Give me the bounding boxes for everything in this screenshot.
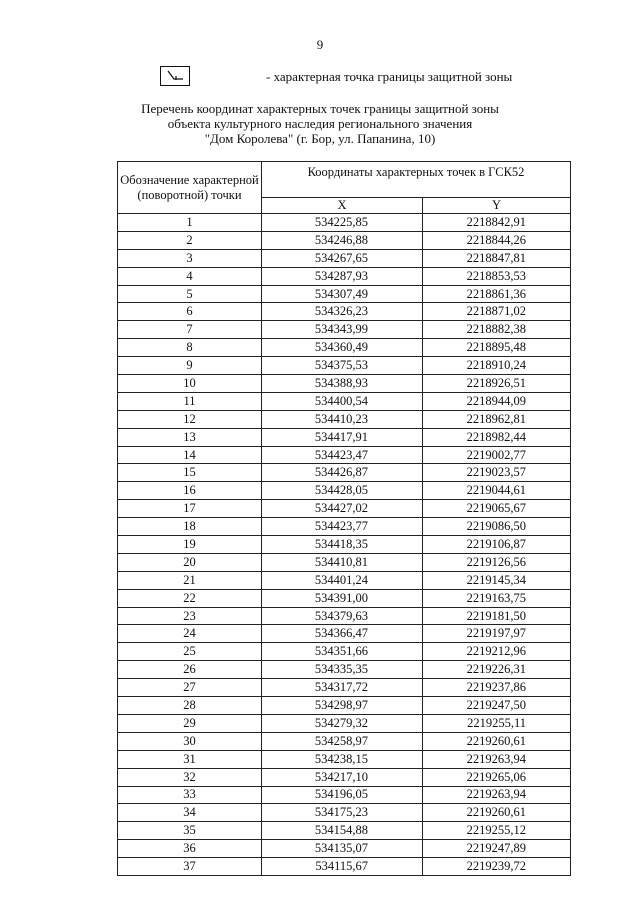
y-coordinate-cell: 2219106,87 <box>423 536 571 554</box>
column-header-y: Y <box>423 198 571 214</box>
x-coordinate-cell: 534267,65 <box>262 249 423 267</box>
column-header-point: Обозначение характерной (поворотной) точки <box>118 162 262 214</box>
point-number-cell: 16 <box>118 482 262 500</box>
x-coordinate-cell: 534427,02 <box>262 500 423 518</box>
x-coordinate-cell: 534360,49 <box>262 339 423 357</box>
y-coordinate-cell: 2219265,06 <box>423 768 571 786</box>
x-coordinate-cell: 534246,88 <box>262 231 423 249</box>
table-row <box>118 750 571 768</box>
y-coordinate-cell: 2218982,44 <box>423 428 571 446</box>
table-row <box>118 303 571 321</box>
x-coordinate-cell: 534115,67 <box>262 858 423 876</box>
table-row <box>118 339 571 357</box>
point-number-cell: 3 <box>118 249 262 267</box>
y-coordinate-cell: 2219126,56 <box>423 553 571 571</box>
y-coordinate-cell: 2219260,61 <box>423 804 571 822</box>
point-number-cell: 23 <box>118 607 262 625</box>
point-number-cell: 29 <box>118 714 262 732</box>
table-row <box>118 321 571 339</box>
x-coordinate-cell: 534366,47 <box>262 625 423 643</box>
y-coordinate-cell: 2219226,31 <box>423 661 571 679</box>
x-coordinate-cell: 534335,35 <box>262 661 423 679</box>
point-number-cell: 13 <box>118 428 262 446</box>
table-row <box>118 804 571 822</box>
table-row <box>118 768 571 786</box>
x-coordinate-cell: 534196,05 <box>262 786 423 804</box>
x-coordinate-cell: 534428,05 <box>262 482 423 500</box>
y-coordinate-cell: 2219163,75 <box>423 589 571 607</box>
table-row <box>118 518 571 536</box>
y-coordinate-cell: 2219247,89 <box>423 840 571 858</box>
point-number-cell: 7 <box>118 321 262 339</box>
x-coordinate-cell: 534400,54 <box>262 392 423 410</box>
point-number-cell: 37 <box>118 858 262 876</box>
point-number-cell: 31 <box>118 750 262 768</box>
x-coordinate-cell: 534279,32 <box>262 714 423 732</box>
y-coordinate-cell: 2219145,34 <box>423 571 571 589</box>
table-row <box>118 661 571 679</box>
y-coordinate-cell: 2219212,96 <box>423 643 571 661</box>
table-row <box>118 589 571 607</box>
heading-line-1: Перечень координат характерных точек границы защитной зоны <box>141 101 499 116</box>
y-coordinate-cell: 2219023,57 <box>423 464 571 482</box>
point-number-cell: 19 <box>118 536 262 554</box>
y-coordinate-cell: 2219263,94 <box>423 750 571 768</box>
x-coordinate-cell: 534326,23 <box>262 303 423 321</box>
page-number: 9 <box>316 37 324 52</box>
x-coordinate-cell: 534401,24 <box>262 571 423 589</box>
y-coordinate-cell: 2219239,72 <box>423 858 571 876</box>
x-coordinate-cell: 534410,81 <box>262 553 423 571</box>
y-coordinate-cell: 2219255,12 <box>423 822 571 840</box>
table-row <box>118 625 571 643</box>
x-coordinate-cell: 534175,23 <box>262 804 423 822</box>
heading-line-2: объекта культурного наследия регионального значения <box>167 116 473 131</box>
x-coordinate-cell: 534225,85 <box>262 214 423 232</box>
y-coordinate-cell: 2218847,81 <box>423 249 571 267</box>
x-coordinate-cell: 534426,87 <box>262 464 423 482</box>
y-coordinate-cell: 2218871,02 <box>423 303 571 321</box>
x-coordinate-cell: 534351,66 <box>262 643 423 661</box>
table-row <box>118 607 571 625</box>
table-row <box>118 571 571 589</box>
x-coordinate-cell: 534258,97 <box>262 732 423 750</box>
y-coordinate-cell: 2219065,67 <box>423 500 571 518</box>
x-coordinate-cell: 534423,47 <box>262 446 423 464</box>
y-coordinate-cell: 2218853,53 <box>423 267 571 285</box>
point-number-cell: 14 <box>118 446 262 464</box>
point-number-cell: 24 <box>118 625 262 643</box>
table-row <box>118 249 571 267</box>
point-number-cell: 30 <box>118 732 262 750</box>
x-coordinate-cell: 534375,53 <box>262 357 423 375</box>
point-number-cell: 15 <box>118 464 262 482</box>
point-number-cell: 18 <box>118 518 262 536</box>
table-row <box>118 732 571 750</box>
point-number-cell: 25 <box>118 643 262 661</box>
y-coordinate-cell: 2219197,97 <box>423 625 571 643</box>
x-coordinate-cell: 534391,00 <box>262 589 423 607</box>
table-row <box>118 643 571 661</box>
point-number-cell: 9 <box>118 357 262 375</box>
point-number-cell: 4 <box>118 267 262 285</box>
column-header-coordinates: Координаты характерных точек в ГСК52 <box>262 162 571 198</box>
y-coordinate-cell: 2219002,77 <box>423 446 571 464</box>
table-row <box>118 536 571 554</box>
table-row <box>118 214 571 232</box>
x-coordinate-cell: 534417,91 <box>262 428 423 446</box>
table-row <box>118 285 571 303</box>
point-number-cell: 27 <box>118 679 262 697</box>
y-coordinate-cell: 2219044,61 <box>423 482 571 500</box>
table-row <box>118 822 571 840</box>
y-coordinate-cell: 2219086,50 <box>423 518 571 536</box>
table-row <box>118 428 571 446</box>
point-number-cell: 10 <box>118 375 262 393</box>
x-coordinate-cell: 534343,99 <box>262 321 423 339</box>
y-coordinate-cell: 2219260,61 <box>423 732 571 750</box>
x-coordinate-cell: 534217,10 <box>262 768 423 786</box>
point-number-cell: 17 <box>118 500 262 518</box>
y-coordinate-cell: 2218962,81 <box>423 410 571 428</box>
x-coordinate-cell: 534410,23 <box>262 410 423 428</box>
y-coordinate-cell: 2218895,48 <box>423 339 571 357</box>
x-coordinate-cell: 534287,93 <box>262 267 423 285</box>
table-row <box>118 500 571 518</box>
heading-line-3: "Дом Королева" (г. Бор, ул. Папанина, 10) <box>204 131 436 146</box>
table-row <box>118 840 571 858</box>
table-row <box>118 482 571 500</box>
table-row <box>118 858 571 876</box>
point-number-cell: 11 <box>118 392 262 410</box>
x-coordinate-cell: 534154,88 <box>262 822 423 840</box>
table-row <box>118 679 571 697</box>
point-number-cell: 26 <box>118 661 262 679</box>
point-number-cell: 5 <box>118 285 262 303</box>
y-coordinate-cell: 2218844,26 <box>423 231 571 249</box>
coordinates-table <box>117 161 571 876</box>
x-coordinate-cell: 534238,15 <box>262 750 423 768</box>
y-coordinate-cell: 2219263,94 <box>423 786 571 804</box>
table-row <box>118 786 571 804</box>
x-coordinate-cell: 534298,97 <box>262 697 423 715</box>
point-number-cell: 34 <box>118 804 262 822</box>
table-row <box>118 464 571 482</box>
point-number-cell: 21 <box>118 571 262 589</box>
x-coordinate-cell: 534307,49 <box>262 285 423 303</box>
point-number-cell: 33 <box>118 786 262 804</box>
table-body <box>118 214 571 876</box>
x-coordinate-cell: 534423,77 <box>262 518 423 536</box>
y-coordinate-cell: 2218842,91 <box>423 214 571 232</box>
point-number-cell: 22 <box>118 589 262 607</box>
point-number-cell: 2 <box>118 231 262 249</box>
y-coordinate-cell: 2218926,51 <box>423 375 571 393</box>
table-row <box>118 392 571 410</box>
table-row <box>118 697 571 715</box>
point-number-cell: 35 <box>118 822 262 840</box>
point-number-cell: 8 <box>118 339 262 357</box>
y-coordinate-cell: 2219237,86 <box>423 679 571 697</box>
x-coordinate-cell: 534388,93 <box>262 375 423 393</box>
point-number-cell: 20 <box>118 553 262 571</box>
table-row <box>118 714 571 732</box>
boundary-point-icon <box>160 66 190 86</box>
point-number-cell: 32 <box>118 768 262 786</box>
y-coordinate-cell: 2218910,24 <box>423 357 571 375</box>
table-row <box>118 553 571 571</box>
x-coordinate-cell: 534135,07 <box>262 840 423 858</box>
x-coordinate-cell: 534418,35 <box>262 536 423 554</box>
y-coordinate-cell: 2218861,36 <box>423 285 571 303</box>
point-number-cell: 28 <box>118 697 262 715</box>
table-row <box>118 357 571 375</box>
point-number-cell: 6 <box>118 303 262 321</box>
table-row <box>118 267 571 285</box>
y-coordinate-cell: 2219181,50 <box>423 607 571 625</box>
table-row <box>118 375 571 393</box>
legend-text: - характерная точка границы защитной зоны <box>266 69 513 84</box>
x-coordinate-cell: 534379,63 <box>262 607 423 625</box>
y-coordinate-cell: 2218882,38 <box>423 321 571 339</box>
point-number-cell: 1 <box>118 214 262 232</box>
point-number-cell: 12 <box>118 410 262 428</box>
table-row <box>118 410 571 428</box>
y-coordinate-cell: 2219247,50 <box>423 697 571 715</box>
y-coordinate-cell: 2218944,09 <box>423 392 571 410</box>
table-row <box>118 231 571 249</box>
y-coordinate-cell: 2219255,11 <box>423 714 571 732</box>
table-row <box>118 446 571 464</box>
document-heading <box>0 101 640 146</box>
column-header-x: X <box>262 198 423 214</box>
point-number-cell: 36 <box>118 840 262 858</box>
x-coordinate-cell: 534317,72 <box>262 679 423 697</box>
